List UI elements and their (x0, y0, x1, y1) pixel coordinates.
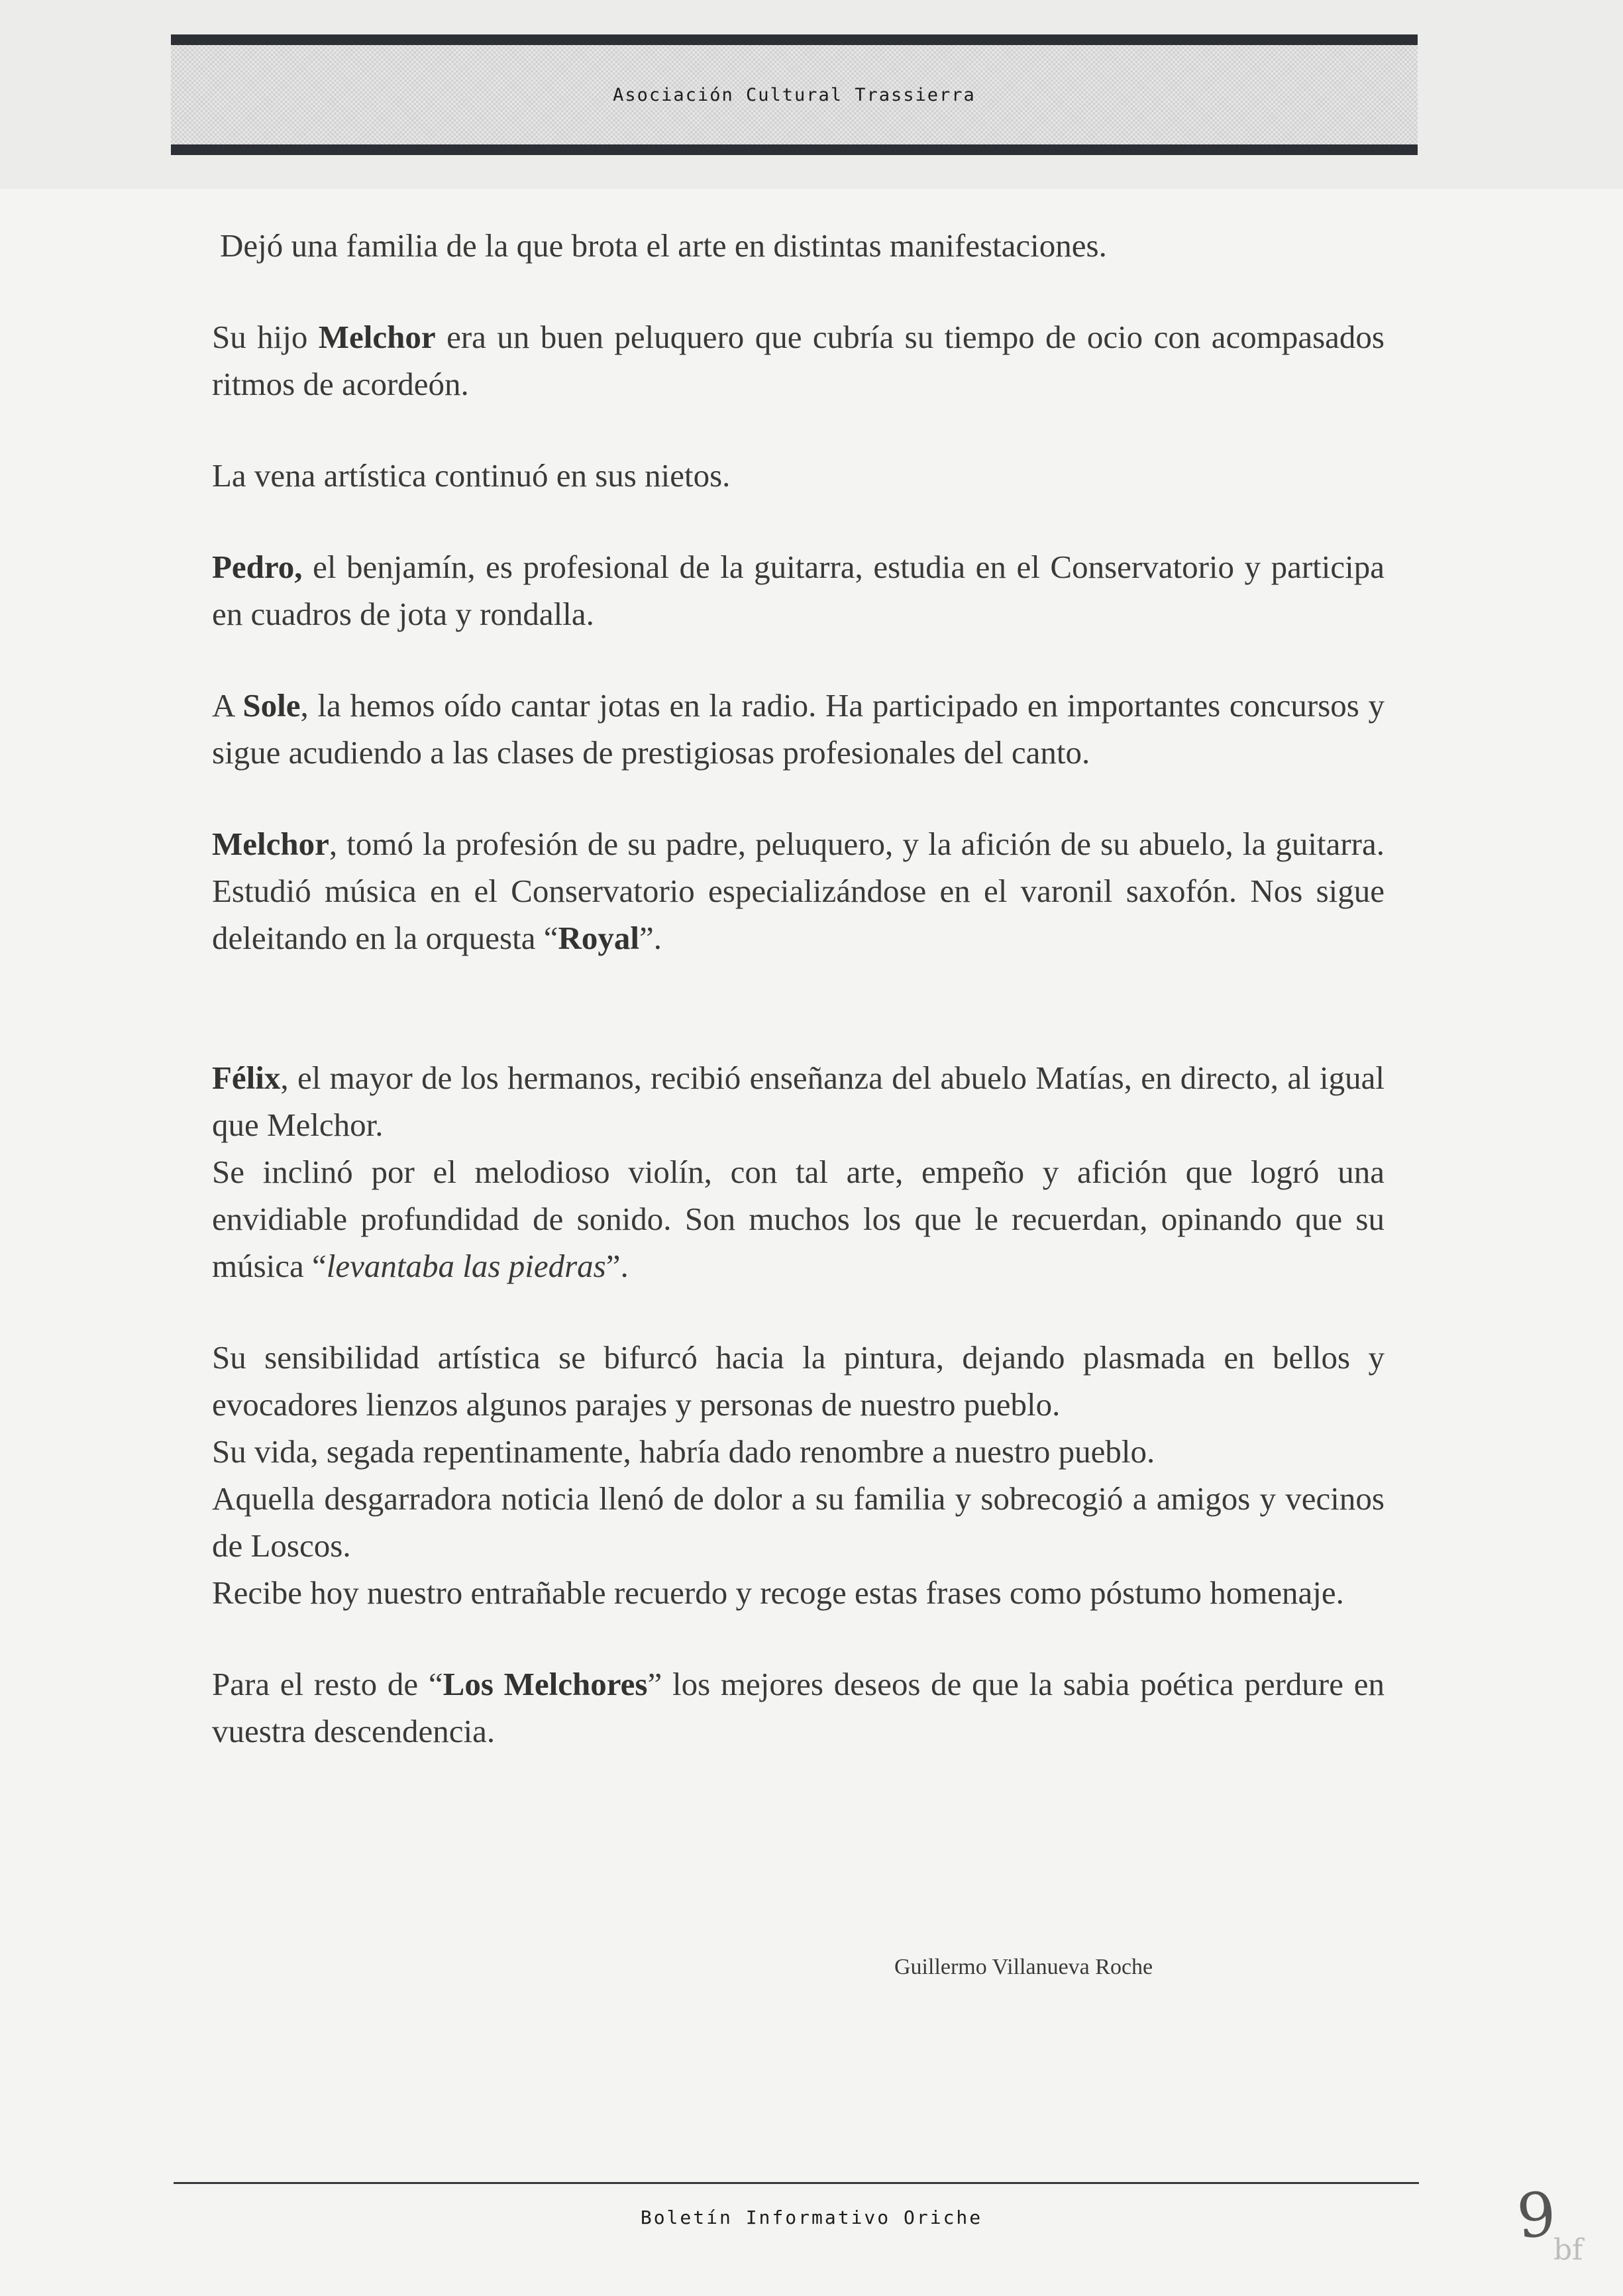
paragraph-3 (212, 452, 1385, 499)
paragraph-7-line-1 (212, 1054, 1385, 1148)
paragraph-8-line-3: Aquella desgarradora noticia llenó de dolor a su familia y sobrecogió a amigos y vecinos de Loscos. (212, 1480, 1385, 1564)
paragraph-9-post: ” los mejores deseos de que la sabia poética perdure en vuestra descendencia. (212, 1666, 1385, 1749)
paragraph-4 (212, 543, 1385, 637)
paragraph-6 (212, 820, 1385, 961)
paragraph-7-line-1-text: , el mayor de los hermanos, recibió enseñanza del abuelo Matías, en directo, al igual que Melchor. (212, 1060, 1385, 1143)
paragraph-9 (212, 1661, 1385, 1755)
name-melchor-father: Melchor (318, 319, 436, 355)
page-header (171, 34, 1418, 155)
paragraph-8-line-4: Recibe hoy nuestro entrañable recuerdo y recoge estas frases como póstumo homenaje. (212, 1574, 1344, 1611)
paragraph-5-pre: A (212, 687, 243, 724)
page-number-mark: bf (1553, 2233, 1583, 2267)
paragraph-1 (212, 222, 1385, 269)
paragraph-5-post: , la hemos oído cantar jotas en la radio. Ha participado en importantes concursos y sigue acudiendo a las clases de prestigiosas profesionales del canto. (212, 687, 1385, 771)
paragraph-2-post: era un buen peluquero que cubría su tiempo de ocio con acompasados ritmos de acordeón. (212, 319, 1385, 402)
author-signature: Guillermo Villanueva Roche (894, 1955, 1153, 1979)
paragraph-6-post: ”. (639, 920, 662, 956)
name-felix: Félix (212, 1060, 281, 1096)
orchestra-royal: Royal (558, 920, 639, 956)
paragraph-1-text: Dejó una familia de la que brota el arte en distintas manifestaciones. (220, 227, 1107, 264)
paragraph-5 (212, 682, 1385, 776)
name-melchor-grandson: Melchor (212, 826, 329, 862)
footer-title: Boletín Informativo Oriche (640, 2207, 983, 2228)
page-number: 9 (1514, 2179, 1559, 2252)
paragraph-7-line-2-end: ”. (605, 1248, 629, 1284)
paragraph-3-text: La vena artística continuó en sus nietos. (212, 457, 731, 494)
paragraph-9-pre: Para el resto de “ (212, 1666, 443, 1702)
quote-levantaba: levantaba las piedras (326, 1248, 606, 1284)
name-sole: Sole (242, 687, 301, 724)
article-body (212, 222, 1385, 1799)
name-los-melchores: Los Melchores (443, 1666, 648, 1702)
paragraph-2 (212, 313, 1385, 408)
paragraph-7-line-2 (212, 1148, 1385, 1289)
paragraph-4-post: el benjamín, es profesional de la guitarra, estudia en el Conservatorio y participa en cuadros de jota y rondalla. (212, 549, 1385, 632)
paragraph-2-pre: Su hijo (212, 319, 319, 355)
paragraph-8 (212, 1334, 1385, 1616)
paragraph-7 (212, 1054, 1385, 1289)
paragraph-8-line-2: Su vida, segada repentinamente, habría dado renombre a nuestro pueblo. (212, 1433, 1155, 1470)
header-title: Asociación Cultural Trassierra (613, 84, 976, 105)
paragraph-7-line-2-text: Se inclinó por el melodioso violín, con tal arte, empeño y afición que logró una envidiable profundidad de sonido. Son muchos los que le recuerdan, opinando que su música “ (212, 1154, 1385, 1284)
paragraph-8-line-1: Su sensibilidad artística se bifurcó hacia la pintura, dejando plasmada en bellos y evocadores lienzos algunos parajes y personas de nuestro pueblo. (212, 1339, 1385, 1423)
footer-divider (174, 2182, 1419, 2184)
paragraph-6-mid: , tomó la profesión de su padre, peluquero, y la afición de su abuelo, la guitarra. Estudió música en el Conservatorio especializándose en el varonil saxofón. Nos sigue deleitando en la orquesta “ (212, 826, 1385, 956)
name-pedro: Pedro, (212, 549, 303, 585)
